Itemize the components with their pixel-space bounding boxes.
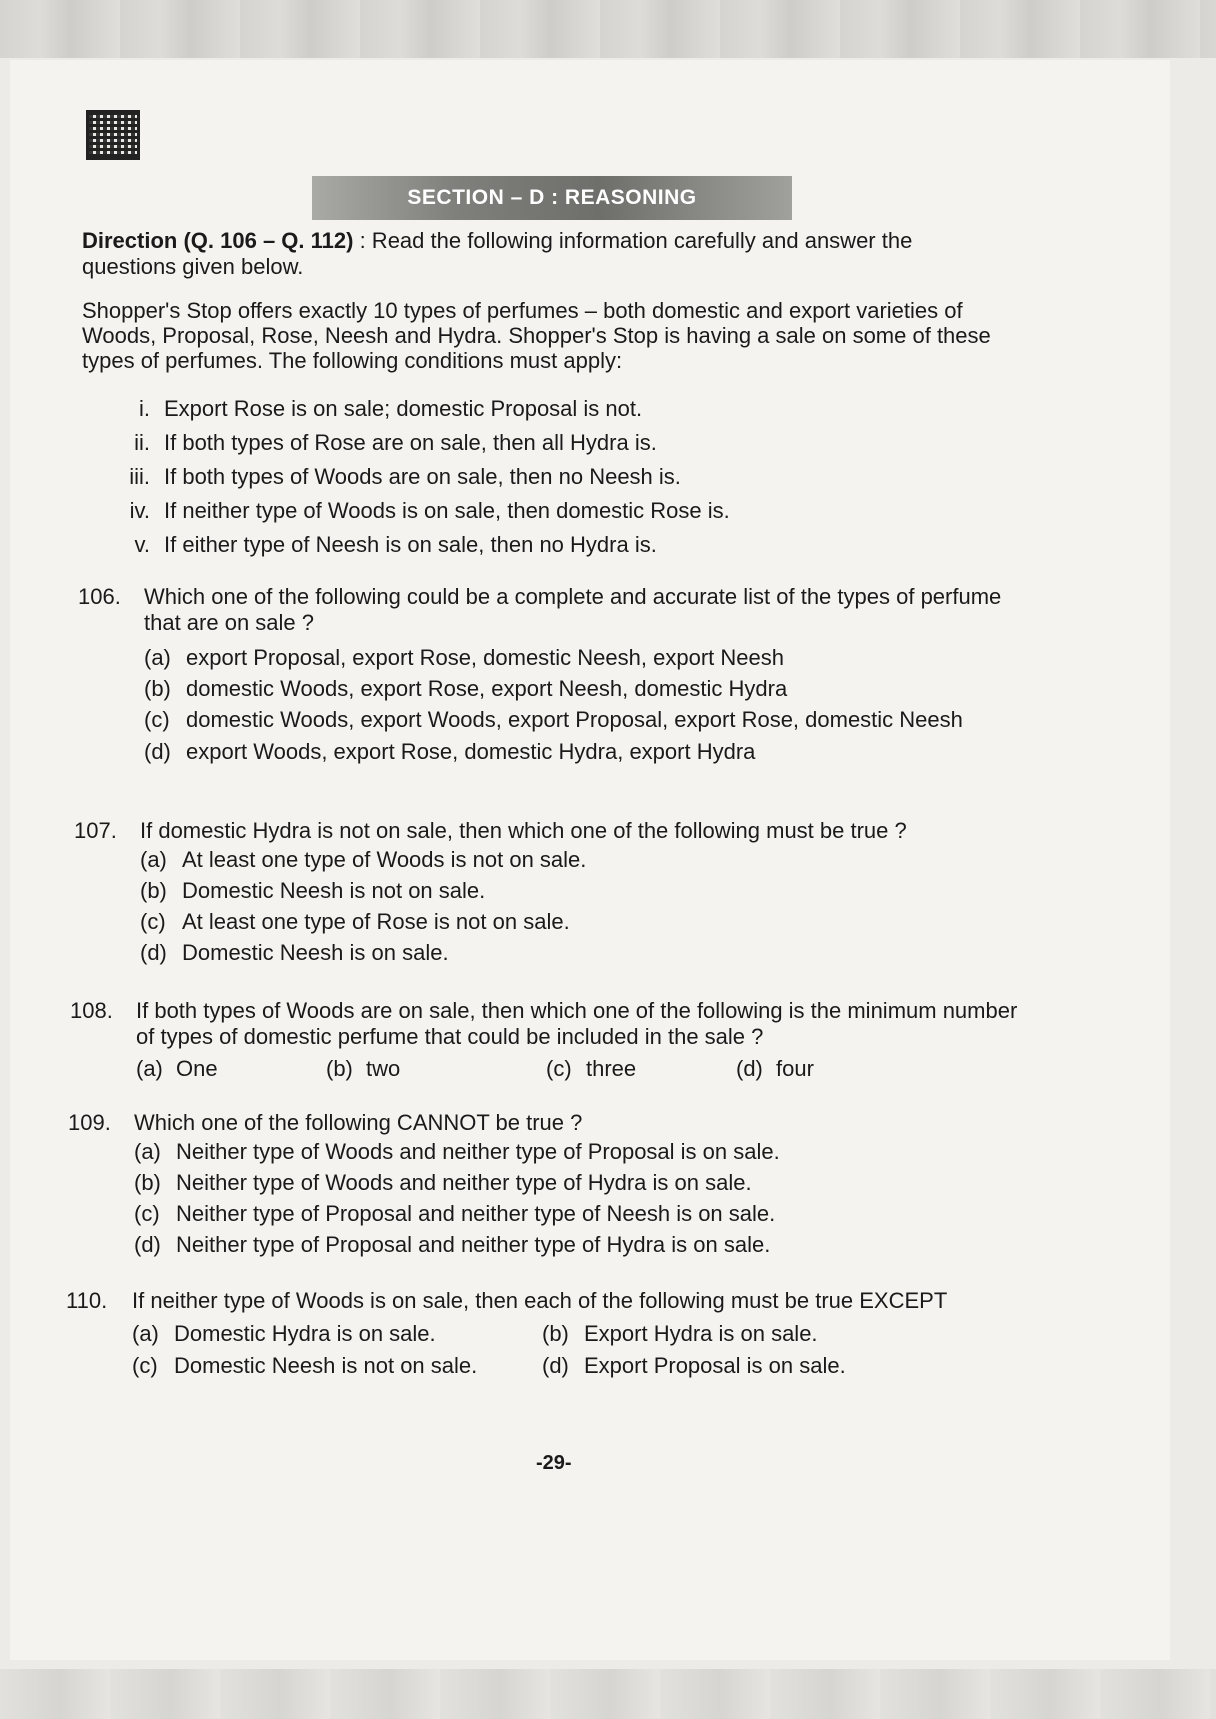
option-item (140, 844, 1000, 875)
conditions-list (90, 392, 910, 562)
question-110 (66, 1288, 952, 1382)
option-text: At least one type of Rose is not on sale. (182, 908, 570, 934)
option-row (136, 1056, 1036, 1082)
option-item (134, 1167, 994, 1198)
question-109 (68, 1110, 994, 1260)
option-text: domestic Woods, export Woods, export Proposal, export Rose, domestic Neesh (186, 707, 963, 732)
option-item (134, 1229, 994, 1260)
option-label: (b) (144, 675, 171, 701)
option-item (736, 1056, 926, 1082)
option-item (326, 1056, 546, 1082)
option-text: Domestic Neesh is on sale. (182, 939, 449, 965)
option-text: two (366, 1056, 401, 1081)
option-label: (b) (134, 1169, 161, 1195)
option-text: three (586, 1056, 637, 1081)
option-item (136, 1056, 326, 1082)
option-label: (b) (326, 1056, 353, 1081)
scan-edge-bottom (0, 1669, 1216, 1719)
question-text: If neither type of Woods is on sale, then each of the following must be true EXCEPT (132, 1288, 948, 1313)
condition-number: ii. (134, 430, 150, 455)
question-text: Which one of the following could be a complete and accurate list of the types of perfume that are on sale ? (144, 584, 1002, 635)
question-107 (74, 818, 1000, 968)
option-item (134, 1198, 994, 1229)
condition-text: If either type of Neesh is on sale, then no Hydra is. (164, 532, 657, 557)
option-text: One (176, 1056, 218, 1081)
option-label: (a) (140, 846, 167, 872)
direction-text: : Read the following information carefully and answer the questions given below. (82, 228, 913, 279)
condition-item (90, 426, 910, 460)
direction-block (82, 228, 1012, 280)
question-106 (78, 584, 1004, 767)
option-text: Export Proposal is on sale. (584, 1353, 846, 1378)
option-text: Neither type of Proposal and neither type of Neesh is on sale. (176, 1200, 776, 1226)
option-grid (132, 1318, 952, 1382)
option-item (132, 1353, 542, 1379)
option-item (144, 736, 1004, 767)
question-number: 110. (66, 1288, 108, 1313)
condition-text: If both types of Woods are on sale, then no Neesh is. (164, 464, 681, 489)
option-item (542, 1353, 952, 1379)
option-text: At least one type of Woods is not on sale. (182, 846, 587, 872)
scan-edge-top (0, 0, 1216, 58)
option-text: Neither type of Proposal and neither type of Hydra is on sale. (176, 1231, 771, 1257)
condition-text: If neither type of Woods is on sale, then domestic Rose is. (164, 498, 730, 523)
condition-item (90, 392, 910, 426)
option-text: export Proposal, export Rose, domestic Neesh, export Neesh (186, 644, 784, 670)
option-item (546, 1056, 736, 1082)
option-text: domestic Woods, export Rose, export Neesh, domestic Hydra (186, 675, 788, 701)
question-number: 106. (78, 584, 121, 609)
option-text: Neither type of Woods and neither type of Hydra is on sale. (176, 1169, 752, 1195)
question-108 (70, 998, 1036, 1082)
option-text: Domestic Neesh is not on sale. (182, 877, 486, 903)
page-number: -29- (536, 1452, 572, 1474)
condition-text: If both types of Rose are on sale, then all Hydra is. (164, 430, 657, 455)
option-item (144, 642, 1004, 673)
option-label: (b) (140, 877, 167, 903)
option-text: Export Hydra is on sale. (584, 1321, 818, 1346)
option-text: Domestic Neesh is not on sale. (174, 1353, 478, 1378)
option-item (134, 1136, 994, 1167)
option-item (140, 937, 1000, 968)
option-item (144, 704, 1004, 736)
option-item (140, 906, 1000, 937)
passage-text: Shopper's Stop offers exactly 10 types of perfumes – both domestic and export varieties of Woods, Proposal, Rose, Neesh and Hydra. Shopper's Stop is having a sale on some of these types of perfumes. The following conditions must apply: (82, 298, 991, 373)
option-label: (c) (140, 908, 166, 934)
question-number: 109. (68, 1110, 111, 1135)
condition-number: iii. (129, 464, 150, 489)
condition-item (90, 494, 910, 528)
option-label: (a) (134, 1138, 161, 1164)
option-label: (d) (144, 738, 171, 764)
option-label: (d) (134, 1231, 161, 1257)
direction-label: Direction (Q. 106 – Q. 112) (82, 228, 354, 253)
option-label: (d) (542, 1353, 569, 1378)
condition-item (90, 460, 910, 494)
question-text: If domestic Hydra is not on sale, then which one of the following must be true ? (140, 818, 907, 843)
option-item (542, 1321, 952, 1347)
option-text: Neither type of Woods and neither type of Proposal is on sale. (176, 1138, 780, 1164)
option-text: Domestic Hydra is on sale. (174, 1321, 436, 1346)
option-text: four (776, 1056, 814, 1081)
condition-number: iv. (129, 498, 150, 523)
condition-number: i. (139, 396, 150, 421)
condition-item (90, 528, 910, 562)
option-label: (d) (736, 1056, 763, 1081)
option-text: export Woods, export Rose, domestic Hydra, export Hydra (186, 738, 756, 764)
question-text: Which one of the following CANNOT be true ? (134, 1110, 583, 1135)
option-label: (d) (140, 939, 167, 965)
qr-code-icon (86, 110, 140, 160)
question-number: 107. (74, 818, 117, 843)
question-number: 108. (70, 998, 113, 1023)
option-item (132, 1321, 542, 1347)
section-title: SECTION – D : REASONING (407, 186, 697, 209)
option-item (144, 673, 1004, 704)
option-label: (a) (144, 644, 171, 670)
option-label: (a) (132, 1321, 159, 1346)
option-item (140, 875, 1000, 906)
condition-text: Export Rose is on sale; domestic Proposal is not. (164, 396, 643, 421)
option-label: (c) (144, 707, 170, 732)
option-label: (c) (132, 1353, 158, 1378)
section-banner (312, 176, 792, 220)
option-label: (c) (134, 1200, 160, 1226)
question-text: If both types of Woods are on sale, then which one of the following is the minimum number of types of domestic perfume that could be included in the sale ? (136, 998, 1018, 1049)
condition-number: v. (134, 532, 150, 557)
option-label: (b) (542, 1321, 569, 1346)
option-label: (a) (136, 1056, 163, 1081)
option-label: (c) (546, 1056, 572, 1081)
